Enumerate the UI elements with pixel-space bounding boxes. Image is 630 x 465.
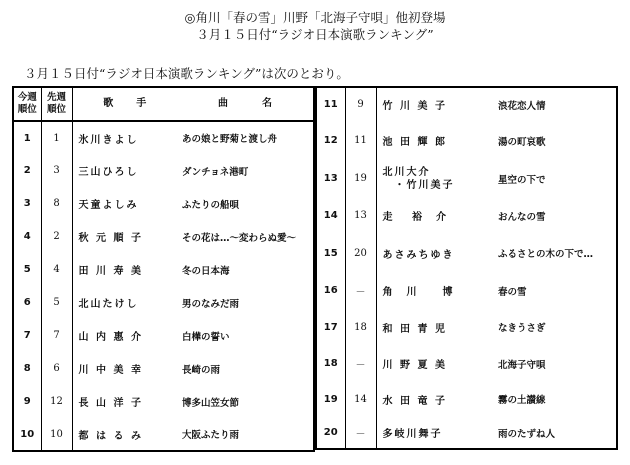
last-week-rank-cell: 12 <box>41 385 72 418</box>
artist-line: 北川大介 <box>382 166 431 178</box>
headline-line-2: ３月１５日付“ラジオ日本演歌ランキング” <box>196 27 434 42</box>
song-cell: その花は…～変わらぬ愛～ <box>182 232 297 244</box>
artist-cell: 多岐川舞子 <box>382 429 443 441</box>
artist-cell: 長 山 洋 子 <box>78 398 143 409</box>
rank-cell: 11 <box>316 87 345 122</box>
intro-text: ３月１５日付“ラジオ日本演歌ランキング”は次のとおり。 <box>24 66 349 81</box>
header-song: 曲 名 <box>178 87 314 121</box>
artist-cell: あさみちゆき <box>382 249 455 261</box>
table-row <box>316 309 617 346</box>
table-row <box>13 121 314 154</box>
rank-cell: 4 <box>13 220 41 253</box>
artist-cell: 田 川 寿 美 <box>78 266 143 277</box>
rank-cell: 8 <box>13 352 41 385</box>
table-row <box>316 417 617 449</box>
table-row <box>316 87 617 122</box>
artist-cell: 三山ひろし <box>78 167 139 178</box>
rank-cell: 6 <box>13 286 41 319</box>
song-cell: 浪花恋人情 <box>498 100 546 112</box>
header-artist: 歌 手 <box>72 87 178 121</box>
artist-cell: 池 田 輝 郎 <box>382 137 447 149</box>
last-week-rank-cell: 2 <box>41 220 72 253</box>
last-week-rank-cell: 18 <box>345 309 376 346</box>
rank-cell: 12 <box>316 122 345 160</box>
rank-cell: 18 <box>316 346 345 382</box>
song-cell: 霧の土讃線 <box>498 395 546 407</box>
table-row <box>13 253 314 286</box>
rank-cell: 2 <box>13 154 41 187</box>
rank-cell: 13 <box>316 160 345 198</box>
rank-cell: 15 <box>316 234 345 272</box>
ranking-table-left <box>12 86 315 452</box>
song-cell: 長崎の雨 <box>182 364 221 376</box>
artist-cell: 川 中 美 幸 <box>78 365 143 376</box>
last-week-rank-cell: 19 <box>345 160 376 198</box>
artist-cell: 天童よしみ <box>78 200 139 211</box>
song-cell: 白樺の誓い <box>182 331 230 343</box>
artist-cell: 氷川きよし <box>78 134 139 146</box>
last-week-rank-cell: 11 <box>345 122 376 160</box>
table-row <box>13 418 314 451</box>
table-row <box>13 286 314 319</box>
song-cell: 春の雪 <box>498 286 527 298</box>
last-week-rank-cell: 20 <box>345 234 376 272</box>
last-week-rank-cell: 14 <box>345 382 376 418</box>
artist-line: ・竹川美子 <box>382 179 455 191</box>
song-cell: 男のなみだ雨 <box>182 298 240 310</box>
last-week-rank-cell: 13 <box>345 197 376 234</box>
last-week-rank-cell: － <box>345 346 376 382</box>
table-row <box>316 122 617 160</box>
ranking-table-right <box>315 86 618 450</box>
rank-cell: 20 <box>316 417 345 449</box>
last-week-rank-cell: － <box>345 272 376 309</box>
last-week-rank-cell: － <box>345 417 376 449</box>
table-row <box>316 160 617 198</box>
song-cell: ふたりの船唄 <box>182 199 240 211</box>
song-cell: ふるさとの木の下で… <box>498 249 594 261</box>
rank-cell: 1 <box>13 121 41 154</box>
table-row <box>316 197 617 234</box>
header-last-week: 先週 順位 <box>41 87 72 121</box>
song-cell: あの娘と野菊と渡し舟 <box>182 134 278 145</box>
table-row <box>13 319 314 352</box>
rank-cell: 5 <box>13 253 41 286</box>
table-row <box>13 187 314 220</box>
song-cell: おんなの雪 <box>498 211 546 223</box>
artist-cell <box>376 160 494 198</box>
artist-cell: 秋 元 順 子 <box>78 233 143 244</box>
artist-cell: 角 川 博 <box>382 287 455 299</box>
table-row <box>13 154 314 187</box>
rank-cell: 3 <box>13 187 41 220</box>
table-row <box>316 382 617 418</box>
last-week-rank-cell: 8 <box>41 187 72 220</box>
song-cell: 星空の下で <box>498 174 546 186</box>
rank-cell: 7 <box>13 319 41 352</box>
last-week-rank-cell: 10 <box>41 418 72 451</box>
song-cell: 雨のたずね人 <box>498 428 556 440</box>
last-week-rank-cell: 5 <box>41 286 72 319</box>
table-row <box>316 346 617 382</box>
table-row <box>13 352 314 385</box>
last-week-rank-cell: 1 <box>41 121 72 154</box>
last-week-rank-cell: 7 <box>41 319 72 352</box>
artist-cell: 和 田 青 児 <box>382 323 447 335</box>
artist-cell: 水 田 竜 子 <box>382 395 447 407</box>
table-row <box>316 272 617 309</box>
last-week-rank-cell: 9 <box>345 87 376 122</box>
artist-cell: 川 野 夏 美 <box>382 360 447 372</box>
rank-cell: 9 <box>13 385 41 418</box>
artist-cell: 北山たけし <box>78 299 139 310</box>
rank-cell: 16 <box>316 272 345 309</box>
header-this-week: 今週 順位 <box>13 87 41 121</box>
rank-cell: 17 <box>316 309 345 346</box>
artist-cell: 走 裕 介 <box>382 212 448 224</box>
rank-cell: 19 <box>316 382 345 418</box>
table-row <box>13 220 314 253</box>
last-week-rank-cell: 6 <box>41 352 72 385</box>
song-cell: 大阪ふたり雨 <box>182 430 240 441</box>
song-cell: 北海子守唄 <box>498 359 546 371</box>
artist-cell: 山 内 惠 介 <box>78 332 143 343</box>
last-week-rank-cell: 3 <box>41 154 72 187</box>
headline-line-1: ◎角川「春の雪」川野「北海子守唄」他初登場 <box>184 10 446 25</box>
rank-cell: 14 <box>316 197 345 234</box>
table-header-row <box>13 87 314 121</box>
table-row <box>13 385 314 418</box>
artist-cell: 竹 川 美 子 <box>382 101 447 113</box>
rank-cell: 10 <box>13 418 41 451</box>
song-cell: なきうさぎ <box>498 323 546 335</box>
table-row <box>316 234 617 272</box>
last-week-rank-cell: 4 <box>41 253 72 286</box>
song-cell: 湯の町哀歌 <box>498 136 546 148</box>
artist-cell: 都 は る み <box>78 430 143 442</box>
song-cell: 冬の日本海 <box>182 265 230 277</box>
song-cell: 博多山笠女節 <box>182 397 240 409</box>
song-cell: ダンチョネ港町 <box>182 166 249 178</box>
